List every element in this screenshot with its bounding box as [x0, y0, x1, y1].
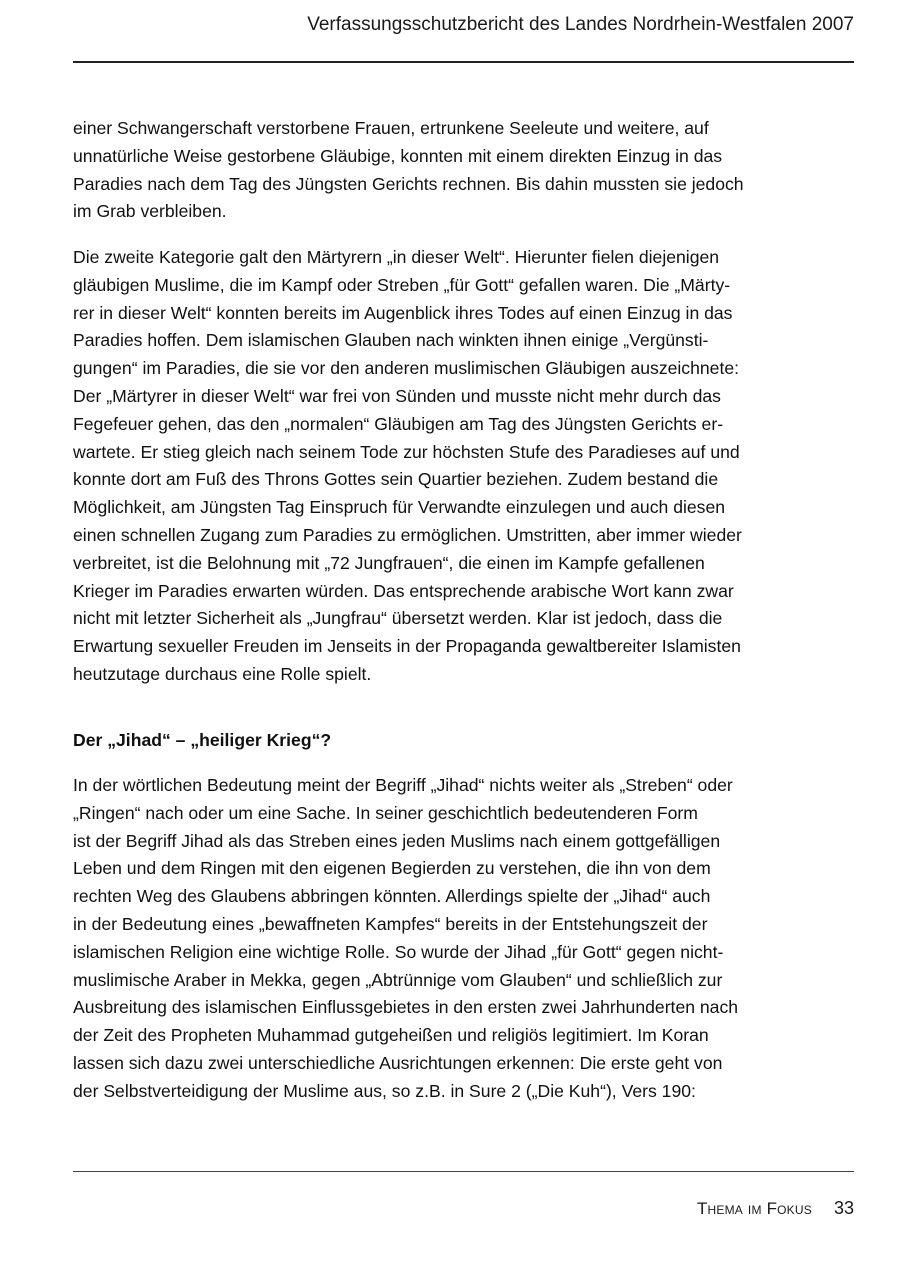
running-header: Verfassungsschutzbericht des Landes Nordrhein-Westfalen 2007	[307, 14, 854, 35]
section-heading: Der „Jihad“ – „heiliger Krieg“?	[73, 730, 332, 750]
body-paragraph-2: Die zweite Kategorie galt den Märtyrern „in dieser Welt“. Hierunter fielen diejenigen gläubigen Muslime, die im Kampf oder Streben „für Gott“ gefallen waren. Die „Märty- rer in dieser Welt“ konnten bereits im Augenblick ihres Todes auf einen Einzug in das Paradies hoffen. Dem islamischen Glauben nach winkten ihnen einige „Vergünsti- gungen“ im Paradies, die sie vor den anderen muslimischen Gläubigen auszeichnete: Der „Märtyrer in dieser Welt“ war frei von Sünden und musste nicht mehr durch das Fegefeuer gehen, das den „normalen“ Gläubigen am Tag des Jüngsten Gerichts er- wartete. Er stieg gleich nach seinem Tode zur höchsten Stufe des Paradieses auf und konnte dort am Fuß des Throns Gottes sein Quartier beziehen. Zudem bestand die Möglichkeit, am Jüngsten Tag Einspruch für Verwandte einzulegen und auch diesen einen schnellen Zugang zum Paradies zu ermöglichen. Umstritten, aber immer wieder verbreitet, ist die Belohnung mit „72 Jungfrauen“, die einen im Kampfe gefallenen Krieger im Paradies erwarten würden. Das entsprechende arabische Wort kann zwar nicht mit letzter Sicherheit als „Jungfrau“ übersetzt werden. Klar ist jedoch, dass die Erwartung sexueller Freuden im Jenseits in der Propaganda gewaltbereiter Islamisten heutzutage durchaus eine Rolle spielt.	[73, 247, 742, 684]
header-divider	[73, 61, 854, 63]
footer-divider	[73, 1171, 854, 1172]
footer-section-label: Thema im Fokus	[696, 1199, 812, 1218]
body-paragraph-1: einer Schwangerschaft verstorbene Frauen, ertrunkene Seeleute und weitere, auf unnatürliche Weise gestorbene Gläubige, konnten mit einem direkten Einzug in das Paradies nach dem Tag des Jüngsten Gerichts rechnen. Bis dahin mussten sie jedoch im Grab verbleiben.	[73, 118, 744, 222]
page-footer	[73, 1195, 854, 1222]
body-paragraph-3: In der wörtlichen Bedeutung meint der Begriff „Jihad“ nichts weiter als „Streben“ oder „Ringen“ nach oder um eine Sache. In seiner geschichtlich bedeutenderen Form ist der Begriff Jihad als das Streben eines jeden Muslims nach einem gottgefälligen Leben und dem Ringen mit den eigenen Begierden zu verstehen, die ihn von dem rechten Weg des Glaubens abbringen könnten. Allerdings spielte der „Jihad“ auch in der Bedeutung eines „bewaffneten Kampfes“ bereits in der Entstehungszeit der islamischen Religion eine wichtige Rolle. So wurde der Jihad „für Gott“ gegen nicht- muslimische Araber in Mekka, gegen „Abtrünnige vom Glauben“ und schließlich zur Ausbreitung des islamischen Einflussgebietes in den ersten zwei Jahrhunderten nach der Zeit des Propheten Muhammad gutgeheißen und religiös legitimiert. Im Koran lassen sich dazu zwei unterschiedliche Ausrichtungen erkennen: Die erste geht von der Selbstverteidigung der Muslime aus, so z.B. in Sure 2 („Die Kuh“), Vers 190:	[73, 775, 739, 1101]
page-number: 33	[833, 1198, 854, 1218]
